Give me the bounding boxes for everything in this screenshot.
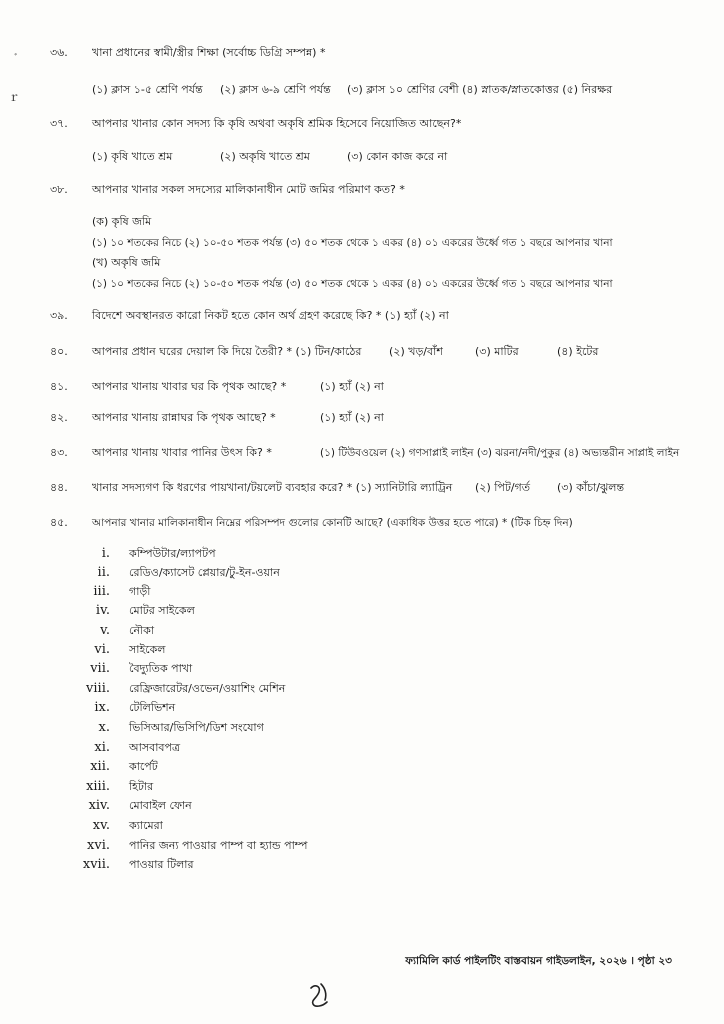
margin-mark: ｒ xyxy=(8,90,21,104)
asset-label: পানির জন্য পাওয়ার পাম্প বা হ্যান্ড পাম্প xyxy=(129,839,308,852)
asset-number: x. xyxy=(98,720,110,735)
agri-land-label: (ক) কৃষি জমি xyxy=(92,215,152,228)
nonagri-land-label: (খ) অকৃষি জমি xyxy=(92,256,161,269)
asset-number: iii. xyxy=(93,584,110,599)
question-number: ৩৯. xyxy=(50,309,68,322)
question-text: আপনার প্রধান ঘরের দেয়াল কি দিয়ে তৈরী? * (১) টিন/কাঠের xyxy=(92,345,362,358)
asset-label: মোটর সাইকেল xyxy=(129,604,195,617)
asset-number: iv. xyxy=(95,603,110,618)
q36-option: (১) ক্লাস ১-৫ শ্রেণি পর্যন্ত xyxy=(92,83,203,96)
asset-label: ক্যামেরা xyxy=(129,819,163,832)
asset-label: কার্পেট xyxy=(129,760,158,773)
question-text: আপনার খানায় খাবার ঘর কি পৃথক আছে? * xyxy=(92,380,287,393)
asset-number: xiii. xyxy=(86,779,110,794)
asset-number: i. xyxy=(101,546,110,561)
asset-number: viii. xyxy=(86,681,110,696)
q37-option: (১) কৃষি খাতে শ্রম xyxy=(92,150,173,163)
asset-number: vii. xyxy=(90,661,110,676)
question-number: ৪১. xyxy=(50,380,68,393)
question-number: ৪৩. xyxy=(50,446,68,459)
asset-label: ভিসিআর/ভিসিপি/ডিশ সংযোগ xyxy=(129,721,264,734)
q40-option: (৩) মাটির xyxy=(475,345,519,358)
question-text: আপনার খানার মালিকানাধীন নিম্নের পরিসম্পদ গুলোর কোনটি আছে? (একাধিক উত্তর হতে পারে) * (টিক চিহ্ন দিন) xyxy=(92,517,573,529)
question-text: আপনার খানায় রান্নাঘর কি পৃথক আছে? * xyxy=(92,411,276,424)
q42-options: (১) হ্যাঁ (২) না xyxy=(320,411,384,424)
question-text: খানা প্রধানের স্বামী/স্ত্রীর শিক্ষা (সর্বোচ্চ ডিগ্রি সম্পন্ন) * xyxy=(92,46,326,59)
q43-options: (১) টিউবওয়েল (২) গণসাপ্লাই লাইন (৩) ঝরনা/নদী/পুকুর (৪) অভ্যন্তরীন সাপ্লাই লাইন xyxy=(320,447,680,459)
question-number: ৪২. xyxy=(50,411,68,424)
asset-label: আসবাবপত্র xyxy=(129,741,181,754)
q36-option: (৩) ক্লাস ১০ শ্রেণির বেশী (৪) স্নাতক/স্নাতকোত্তর (৫) নিরক্ষর xyxy=(347,83,613,96)
question-number: ৪০. xyxy=(50,345,68,358)
asset-label: টেলিভিশন xyxy=(129,701,176,714)
question-number: ৪৫. xyxy=(50,516,68,529)
asset-label: রেফ্রিজারেটর/ওভেন/ওয়াশিং মেশিন xyxy=(129,682,286,695)
agri-land-options: (১) ১০ শতকের নিচে (২) ১০-৫০ শতক পর্যন্ত (৩) ৫০ শতক থেকে ১ একর (৪) ০১ একরের উর্ধ্বে গত ১ বছরে আপনার খানা xyxy=(92,237,613,249)
asset-number: xiv. xyxy=(88,798,110,813)
asset-label: মোবাইল ফোন xyxy=(129,799,192,812)
q37-option: (২) অকৃষি খাতে শ্রম xyxy=(220,150,310,163)
question-number: ৩৬. xyxy=(50,46,68,59)
asset-label: কম্পিউটার/ল্যাপটপ xyxy=(129,547,216,560)
asset-number: ix. xyxy=(94,700,110,715)
q44-option: (২) পিট/গর্ত xyxy=(475,481,531,494)
q41-options: (১) হ্যাঁ (২) না xyxy=(320,380,384,393)
asset-number: vi. xyxy=(94,642,110,657)
question-number: ৪৪. xyxy=(50,481,68,494)
question-text: খানার সদস্যগণ কি ধরণের পায়খানা/টয়লেট ব্যবহার করে? * (১) স্যানিটারি ল্যাট্রিন xyxy=(92,481,453,494)
asset-number: xvi. xyxy=(87,838,110,853)
question-text: আপনার খানার সকল সদস্যের মালিকানাধীন মোট জমির পরিমাণ কত? * xyxy=(92,183,405,196)
asset-number: xvii. xyxy=(82,857,110,872)
question-text: বিদেশে অবস্থানরত কারো নিকট হতে কোন অর্থ গ্রহণ করেছে কি? * (১) হ্যাঁ (২) না xyxy=(92,309,449,322)
q44-option: (৩) কাঁচা/ঝুলন্ত xyxy=(557,481,625,494)
asset-number: xv. xyxy=(92,818,110,833)
handwritten-signature xyxy=(305,980,335,1010)
asset-number: v. xyxy=(100,623,110,638)
asset-number: xi. xyxy=(94,740,110,755)
asset-label: রেডিও/ক্যাসেট প্লেয়ার/টু-ইন-ওয়ান xyxy=(129,566,280,579)
asset-label: হিটার xyxy=(129,780,154,793)
asset-label: গাড়ী xyxy=(129,585,151,598)
q36-option: (২) ক্লাস ৬-৯ শ্রেণি পর্যন্ত xyxy=(220,83,331,96)
q37-option: (৩) কোন কাজ করে না xyxy=(347,150,448,163)
q40-option: (৪) ইটের xyxy=(557,345,599,358)
margin-mark: ﾞ xyxy=(14,54,19,65)
asset-label: সাইকেল xyxy=(129,643,166,656)
asset-label: পাওয়ার টিলার xyxy=(129,858,194,871)
asset-number: xii. xyxy=(90,759,110,774)
question-text: আপনার খানায় খাবার পানির উৎস কি? * xyxy=(92,446,272,459)
question-number: ৩৭. xyxy=(50,117,68,130)
asset-label: বৈদ্যুতিক পাখা xyxy=(129,662,193,675)
q40-option: (২) খড়/বাঁশ xyxy=(389,345,443,358)
nonagri-land-options: (১) ১০ শতকের নিচে (২) ১০-৫০ শতক পর্যন্ত (৩) ৫০ শতক থেকে ১ একর (৪) ০১ একরের উর্ধ্বে গত ১ বছরে আপনার খানা xyxy=(92,278,613,290)
asset-number: ii. xyxy=(97,565,110,580)
asset-label: নৌকা xyxy=(129,624,155,637)
page-footer: ফ্যামিলি কার্ড পাইলটিং বাস্তবায়ন গাইডলাইন, ২০২৬ । পৃষ্ঠা ২৩ xyxy=(405,955,672,967)
question-number: ৩৮. xyxy=(50,183,68,196)
question-text: আপনার খানার কোন সদস্য কি কৃষি অথবা অকৃষি শ্রমিক হিসেবে নিয়োজিত আছেন?* xyxy=(92,117,462,130)
